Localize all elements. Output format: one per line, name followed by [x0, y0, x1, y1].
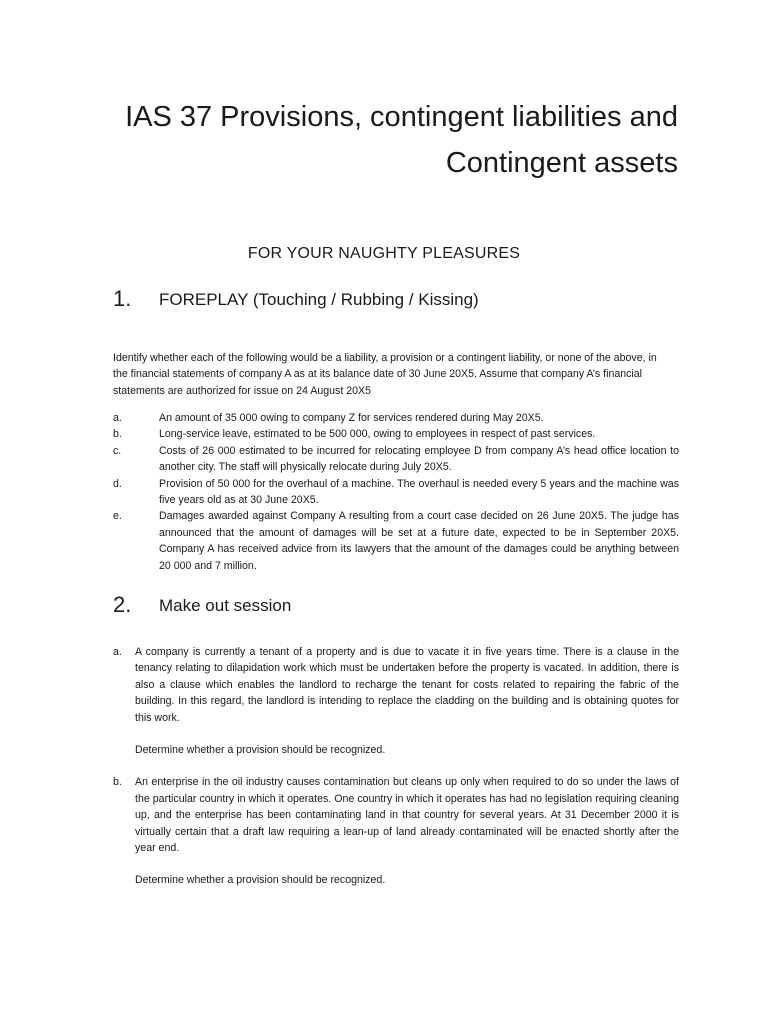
page-title	[100, 94, 678, 186]
list-item-text: An amount of 35 000 owing to company Z for services rendered during May 20X5.	[159, 412, 544, 424]
list-item	[113, 644, 679, 758]
list-item-label: e.	[113, 510, 122, 523]
list-item-label: a.	[113, 412, 122, 424]
list-item	[113, 443, 679, 476]
section-1-intro: Identify whether each of the following would be a liability, a provision or a contingent liability, or none of the above, in the financial statements of company A as at its balance date of 30 June 20X5. Assume that company A’s financial statements are authorized for issue on 24 August 20X5	[113, 352, 657, 397]
section-1-list	[113, 410, 679, 574]
list-item-text: Provision of 50 000 for the overhaul of a machine. The overhaul is needed every 5 years and the machine was five years old as at 30 June 20X5.	[159, 477, 679, 507]
list-item-label: d.	[113, 477, 122, 490]
list-item	[113, 410, 679, 426]
list-item	[113, 476, 679, 509]
list-item-question: Determine whether a provision should be recognized.	[135, 874, 386, 887]
title-line-2: Contingent assets	[445, 147, 678, 179]
title-line-1: IAS 37 Provisions, contingent liabilities and	[125, 101, 678, 133]
subtitle: FOR YOUR NAUGHTY PLEASURES	[247, 245, 521, 262]
list-item-label: b.	[113, 776, 122, 789]
list-item-text: Damages awarded against Company A resulting from a court case decided on 26 June 20X5. The judge has announced that the amount of damages will be set at a future date, expected to be in September 20X5. Company A has received advice from its lawyers that the amount of the damages could be anything between 20 000 and 7 million.	[159, 510, 679, 572]
list-item-question: Determine whether a provision should be recognized.	[135, 744, 386, 757]
section-2-title: Make out session	[159, 596, 292, 615]
list-item	[113, 508, 679, 574]
list-item-text: An enterprise in the oil industry causes contamination but cleans up only when required to do so under the laws of the particular country in which it operates. One country in which it operates has had no legislation requiring cleaning up, and the enterprise has been contaminating land in that country for several years. At 31 December 2000 it is virtually certain that a draft law requiring a lean-up of land already contaminated will be enacted shortly after the year end.	[135, 776, 679, 855]
list-item-label: b.	[113, 428, 122, 441]
list-item-label: c.	[113, 444, 122, 457]
section-2-number: 2.	[113, 592, 132, 617]
list-item	[113, 426, 679, 442]
list-item-text: A company is currently a tenant of a property and is due to vacate it in five years time. There is a clause in the tenancy relating to dilapidation work which must be undertaken before the property is vacated. In addition, there is also a clause which enables the landlord to recharge the tenant for costs related to repairing the fabric of the building. In this regard, the landlord is intending to replace the cladding on the building and is obtaining quotes for this work.	[135, 646, 679, 724]
section-2-list	[113, 644, 679, 889]
list-item-text: Long-service leave, estimated to be 500 000, owing to employees in respect of past services.	[159, 428, 596, 441]
section-1-number: 1.	[113, 286, 132, 311]
list-item-text: Costs of 26 000 estimated to be incurred for relocating employee D from company A’s head office location to another city. The staff will physically relocate during July 20X5.	[159, 444, 679, 474]
section-1-title: FOREPLAY (Touching / Rubbing / Kissing)	[159, 290, 479, 309]
list-item-label: a.	[113, 646, 122, 658]
list-item	[113, 774, 679, 888]
